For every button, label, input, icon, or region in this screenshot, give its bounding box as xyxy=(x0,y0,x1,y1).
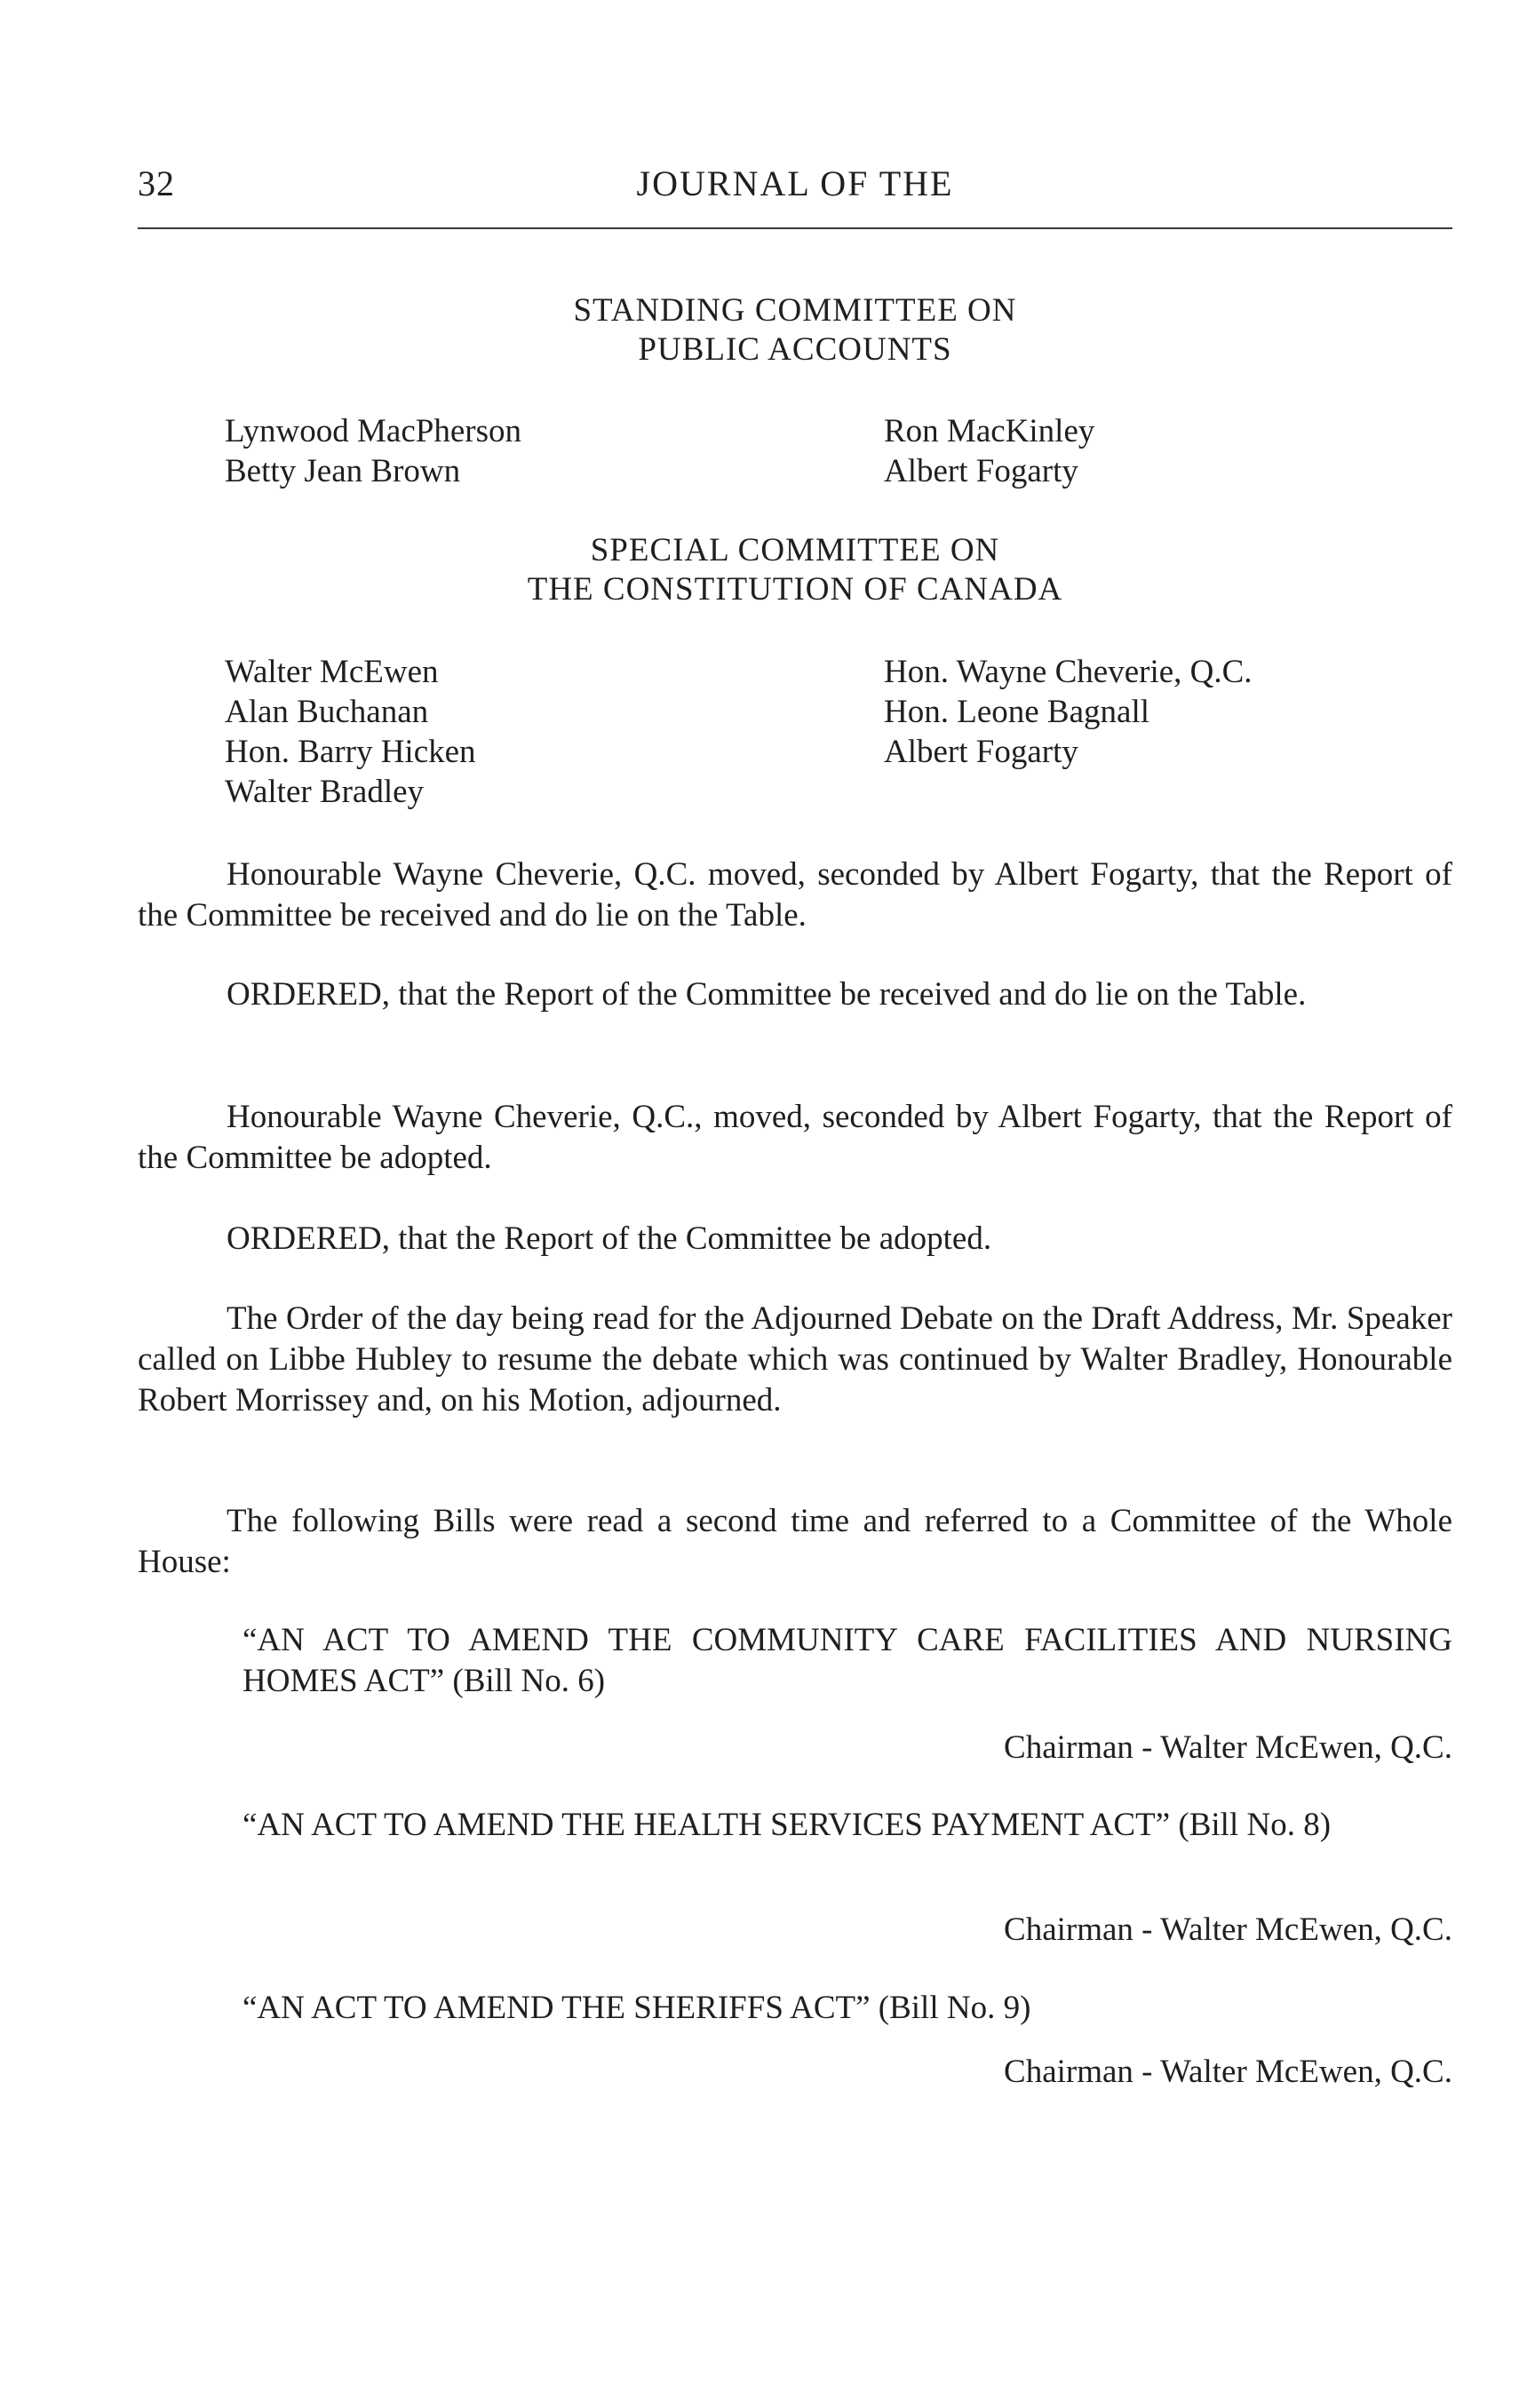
paragraph-ordered-received: ORDERED, that the Report of the Committee be received and do lie on the Table. xyxy=(227,976,1307,1013)
bill-title: “AN ACT TO AMEND THE COMMUNITY CARE FACILITIES AND NURSING HOMES ACT” (Bill No. 6) xyxy=(243,1622,1452,1699)
member-name: Walter Bradley xyxy=(225,774,425,810)
paragraph-adjourned-debate: The Order of the day being read for the Adjourned Debate on the Draft Address, Mr. Speaker called on Libbe Hubley to resume the debate which was continued by Walter Bradley, Honourable Robert Morrissey and, on his Motion, adjourned. xyxy=(138,1300,1452,1419)
paragraph-ordered-adopted: ORDERED, that the Report of the Committee be adopted. xyxy=(227,1220,992,1257)
committee-title-line: STANDING COMMITTEE ON xyxy=(573,292,1017,329)
members-left-public-accounts xyxy=(225,411,521,491)
member-name: Hon. Wayne Cheverie, Q.C. xyxy=(884,654,1253,690)
member-name: Betty Jean Brown xyxy=(225,453,461,489)
member-name: Ron MacKinley xyxy=(884,413,1095,449)
members-left-constitution xyxy=(225,652,476,812)
committee-title-line: SPECIAL COMMITTEE ON xyxy=(590,532,1000,568)
member-name: Walter McEwen xyxy=(225,654,439,690)
member-name: Lynwood MacPherson xyxy=(225,413,521,449)
page-number: 32 xyxy=(138,163,175,203)
paragraph-bills-intro: The following Bills were read a second time and referred to a Committee of the Whole House: xyxy=(138,1503,1452,1580)
paragraph-motion-adopted: Honourable Wayne Cheverie, Q.C., moved, seconded by Albert Fogarty, that the Report of the Committee be adopted. xyxy=(138,1099,1452,1176)
bill-title: “AN ACT TO AMEND THE SHERIFFS ACT” (Bill No. 9) xyxy=(243,1990,1031,2026)
running-head: JOURNAL OF THE xyxy=(636,163,954,203)
paragraph-motion-received: Honourable Wayne Cheverie, Q.C. moved, seconded by Albert Fogarty, that the Report of the Committee be received and do lie on the Table. xyxy=(138,856,1452,934)
bill-chairman: Chairman - Walter McEwen, Q.C. xyxy=(1004,1911,1452,1948)
page-header xyxy=(138,155,1452,209)
member-name: Alan Buchanan xyxy=(225,694,429,730)
member-name: Hon. Barry Hicken xyxy=(225,734,476,770)
bill-title: “AN ACT TO AMEND THE HEALTH SERVICES PAYMENT ACT” (Bill No. 8) xyxy=(243,1807,1332,1843)
committee-title-line: PUBLIC ACCOUNTS xyxy=(638,331,952,368)
member-name: Albert Fogarty xyxy=(884,453,1078,489)
member-name: Albert Fogarty xyxy=(884,734,1078,770)
committee-title-constitution xyxy=(138,531,1452,609)
members-right-constitution xyxy=(884,652,1253,772)
member-name: Hon. Leone Bagnall xyxy=(884,694,1149,730)
committee-title-public-accounts xyxy=(138,291,1452,370)
members-right-public-accounts xyxy=(884,411,1094,491)
committee-title-line: THE CONSTITUTION OF CANADA xyxy=(527,571,1063,608)
header-rule xyxy=(138,227,1452,229)
bill-chairman: Chairman - Walter McEwen, Q.C. xyxy=(1004,1729,1452,1766)
bill-chairman: Chairman - Walter McEwen, Q.C. xyxy=(1004,2054,1452,2090)
